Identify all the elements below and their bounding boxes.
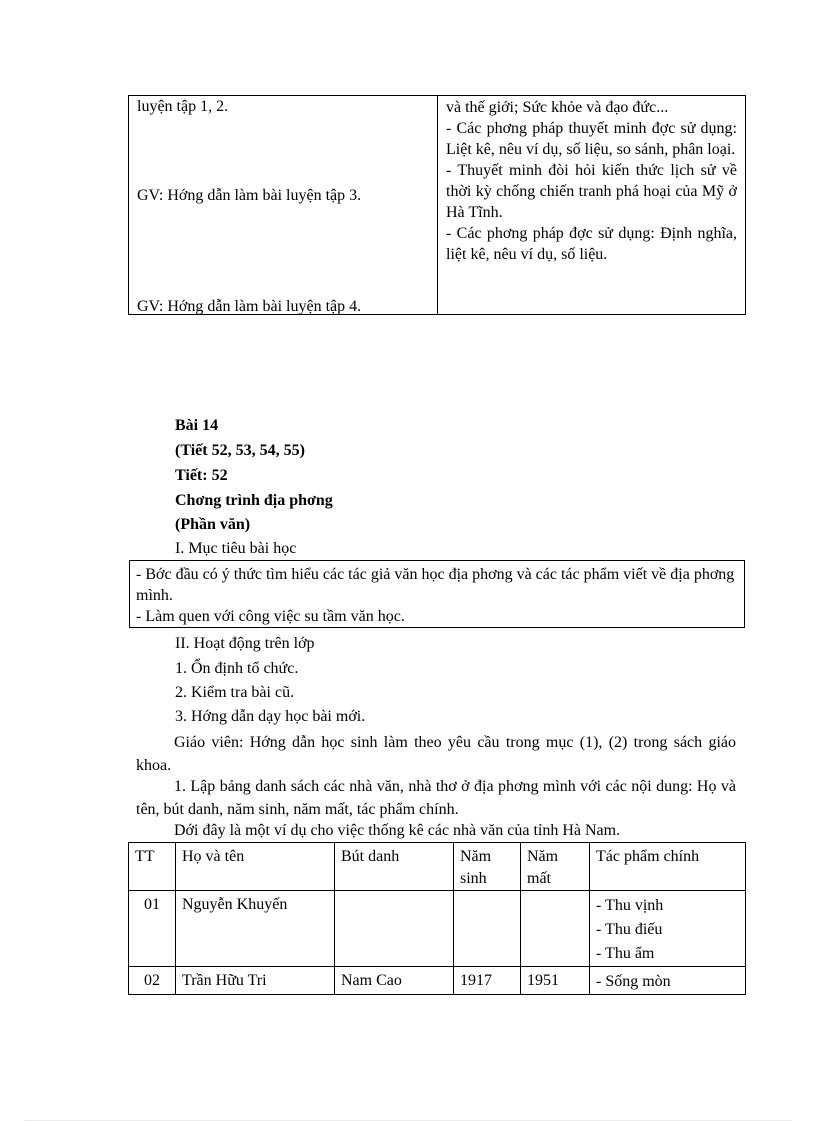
cell-tt: 01 — [129, 891, 176, 967]
cell-pen-name: Nam Cao — [335, 967, 454, 995]
cell-born: 1917 — [454, 967, 521, 995]
lesson-periods: (Tiết 52, 53, 54, 55) — [175, 442, 305, 459]
work-item: - Thu điếu — [596, 921, 663, 938]
lesson-number: Bài 14 — [175, 417, 219, 434]
content-text: - Các phơng pháp thuyết minh đợc sử dụng: Liệt kê, nêu ví dụ, số liệu, so sánh, phân loại. — [446, 120, 737, 158]
column-header: Bút danh — [335, 843, 454, 891]
cell-born — [454, 891, 521, 967]
content-text: - Các phơng pháp đợc sử dụng: Định nghĩa, liệt kê, nêu ví dụ, số liệu. — [446, 225, 737, 263]
instruction-paragraph: Giáo viên: Hớng dẫn học sinh làm theo yêu cầu trong mục (1), (2) trong sách giáo khoa. — [136, 734, 736, 774]
lesson-title: Chơng trình địa phơng — [175, 492, 333, 509]
objective-item: - Bớc đầu có ý thức tìm hiểu các tác giả văn học địa phơng và các tác phẩm viết về địa phơng mình. — [136, 566, 735, 604]
column-header: Tác phẩm chính — [590, 843, 746, 891]
cell-tt: 02 — [129, 967, 176, 995]
task-paragraph: 1. Lập bảng danh sách các nhà văn, nhà thơ ở địa phơng mình với các nội dung: Họ và tên, bút danh, năm sinh, năm mất, tác phẩm chính. — [136, 778, 736, 818]
cell-name: Nguyễn Khuyến — [176, 891, 335, 967]
cell-works — [590, 967, 746, 995]
column-header: Năm mất — [521, 843, 590, 891]
cell-died: 1951 — [521, 967, 590, 995]
table-header-row — [129, 843, 746, 891]
step-item: 2. Kiểm tra bài cũ. — [175, 684, 295, 701]
work-item: - Thu vịnh — [596, 897, 664, 914]
lesson-period: Tiết: 52 — [175, 467, 228, 484]
cell-died — [521, 891, 590, 967]
lesson-subtitle: (Phần văn) — [175, 516, 251, 533]
section1-heading: I. Mục tiêu bài học — [175, 540, 297, 557]
section2-heading: II. Hoạt động trên lớp — [175, 635, 315, 652]
objectives-box — [129, 560, 745, 628]
activity-text: GV: Hớng dẫn làm bài luyện tập 4. — [137, 298, 362, 315]
activity-text: GV: Hớng dẫn làm bài luyện tập 3. — [137, 187, 362, 204]
step-item: 3. Hớng dẫn dạy học bài mới. — [175, 708, 366, 725]
content-text: - Thuyết minh đòi hỏi kiến thức lịch sử về thời kỳ chống chiến tranh phá hoại của Mỹ ở Hà Tĩnh. — [446, 162, 737, 221]
column-header: Năm sinh — [454, 843, 521, 891]
content-text: và thế giới; Sức khỏe và đạo đức... — [446, 99, 669, 116]
objective-item: - Làm quen với công việc su tầm văn học. — [136, 608, 405, 625]
table-row — [129, 967, 746, 995]
page-bottom-divider — [24, 1120, 792, 1121]
column-header: TT — [129, 843, 176, 891]
work-item: - Sống mòn — [596, 973, 671, 990]
work-item: - Thu ẩm — [596, 945, 655, 962]
step-item: 1. Ổn định tổ chức. — [175, 660, 299, 677]
table-row — [129, 891, 746, 967]
content-column — [438, 96, 746, 315]
continuation-table — [128, 95, 746, 315]
column-header: Họ và tên — [176, 843, 335, 891]
cell-works — [590, 891, 746, 967]
activities-column — [129, 96, 438, 315]
cell-pen-name — [335, 891, 454, 967]
cell-name: Trần Hữu Tri — [176, 967, 335, 995]
authors-table — [128, 842, 746, 995]
activity-text: luyện tập 1, 2. — [137, 98, 229, 115]
example-paragraph: Dới đây là một ví dụ cho việc thống kê các nhà văn của tỉnh Hà Nam. — [174, 822, 621, 839]
